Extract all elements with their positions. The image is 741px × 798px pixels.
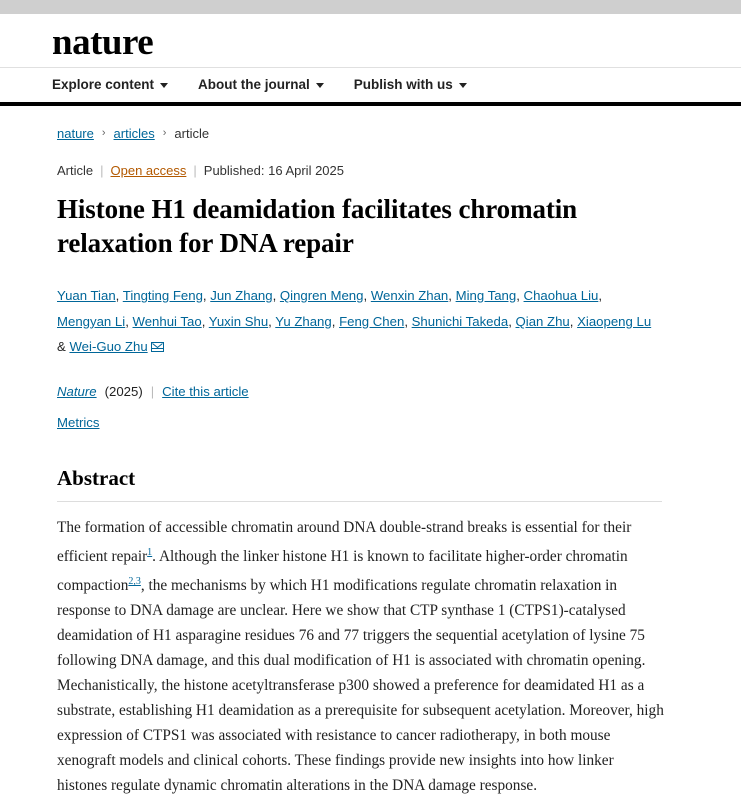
abstract-part-3: , the mechanisms by which H1 modifications regulate chromatin relaxation in response to DNA damage are unclear. Here we show that CTP synthase 1 (CTPS1)-catalysed deamidation of H1 asparagine residues 76 and 77 triggers the sequential acetylation of lysine 75 following DNA damage, and this dual modification of H1 is associated with chromatin opening. Mechanistically, the histone acetyltransferase p300 showed a preference for deamidated H1 as a substrate, establishing H1 deamidation as a prerequisite for subsequent acetylation. Moreover, high expression of CTPS1 was associated with resistance to cancer radiotherapy, in both mouse xenograft models and clinical cohorts. These findings provide new insights into how linker histones regulate dynamic chromatin alterations in the DNA damage response. xyxy=(57,577,664,794)
meta-divider: | xyxy=(150,384,155,400)
author-link[interactable]: Qian Zhu xyxy=(515,313,570,329)
article-meta xyxy=(57,163,689,178)
journal-year: (2025) xyxy=(104,384,143,400)
chevron-down-icon xyxy=(459,83,467,88)
meta-divider: | xyxy=(193,162,197,178)
main-navigation xyxy=(0,67,741,106)
nav-label: About the journal xyxy=(198,76,310,92)
author-list: Yuan Tian, Tingting Feng, Jun Zhang, Qingren Meng, Wenxin Zhan, Ming Tang, Chaohua Liu, Mengyan Li, Wenhui Tao, Yuxin Shu, Yu Zhang, Feng Chen, Shunichi Takeda, Qian Zhu, Xiaopeng Lu & Wei-Guo Zhu xyxy=(57,287,652,355)
abstract-part-2: . Although the linker histone H1 is known to facilitate higher-order chromatin compaction xyxy=(57,548,628,595)
open-access-link[interactable]: Open access xyxy=(110,162,187,178)
breadcrumb-item-article: article xyxy=(174,125,210,141)
reference-link[interactable]: 2,3 xyxy=(128,576,141,588)
author-link[interactable]: Wenhui Tao xyxy=(132,313,202,329)
author-link[interactable]: Mengyan Li xyxy=(57,313,126,329)
page-title: Histone H1 deamidation facilitates chromatin relaxation for DNA repair xyxy=(57,193,578,259)
nav-label: Explore content xyxy=(52,76,155,92)
metrics-link[interactable]: Metrics xyxy=(57,415,100,431)
journal-citation xyxy=(57,384,689,399)
author-link[interactable]: Yuan Tian xyxy=(57,287,116,303)
author-link[interactable]: Yu Zhang xyxy=(275,313,332,329)
abstract-heading: Abstract xyxy=(57,466,662,502)
author-link[interactable]: Yuxin Shu xyxy=(208,313,269,329)
metrics-row xyxy=(57,415,689,430)
site-header xyxy=(0,14,741,106)
author-link[interactable]: Tingting Feng xyxy=(122,287,203,303)
article-type: Article xyxy=(57,162,94,178)
breadcrumb-separator-icon: › xyxy=(101,127,106,140)
author-link[interactable]: Wenxin Zhan xyxy=(370,287,449,303)
author-link[interactable]: Shunichi Takeda xyxy=(411,313,509,329)
abstract-text xyxy=(57,516,664,798)
chevron-down-icon xyxy=(316,83,324,88)
author-link[interactable]: Jun Zhang xyxy=(210,287,273,303)
nav-label: Publish with us xyxy=(353,76,453,92)
author-link[interactable]: Chaohua Liu xyxy=(523,287,599,303)
envelope-icon[interactable] xyxy=(151,342,164,352)
author-link[interactable]: Feng Chen xyxy=(339,313,405,329)
author-link[interactable]: Xiaopeng Lu xyxy=(577,313,652,329)
publication-date: Published: 16 April 2025 xyxy=(203,162,344,178)
breadcrumb-item-nature[interactable]: nature xyxy=(57,125,94,141)
breadcrumb-item-articles[interactable]: articles xyxy=(113,125,155,141)
reference-marker-2 xyxy=(128,573,141,587)
chevron-down-icon xyxy=(160,83,168,88)
reference-link[interactable]: 1 xyxy=(147,547,153,559)
author-link[interactable]: Ming Tang xyxy=(455,287,517,303)
journal-name-link[interactable]: Nature xyxy=(57,384,97,400)
breadcrumb xyxy=(57,126,689,141)
abstract-part-1: The formation of accessible chromatin around DNA double-strand breaks is essential for their efficient repair xyxy=(57,519,632,566)
nav-item-explore-content[interactable] xyxy=(52,68,168,102)
author-link[interactable]: Qingren Meng xyxy=(279,287,364,303)
meta-divider: | xyxy=(100,162,104,178)
author-conjunction: & xyxy=(57,339,66,355)
article-content xyxy=(0,126,741,798)
cite-this-article-link[interactable]: Cite this article xyxy=(162,384,249,400)
brand-row xyxy=(0,14,741,67)
nature-logo[interactable]: nature xyxy=(52,22,154,63)
corresponding-author-link[interactable]: Wei-Guo Zhu xyxy=(69,339,148,355)
nav-item-publish-with-us[interactable] xyxy=(354,68,467,102)
browser-top-strip xyxy=(0,0,741,14)
nav-item-about-the-journal[interactable] xyxy=(198,68,324,102)
breadcrumb-separator-icon: › xyxy=(162,127,167,140)
